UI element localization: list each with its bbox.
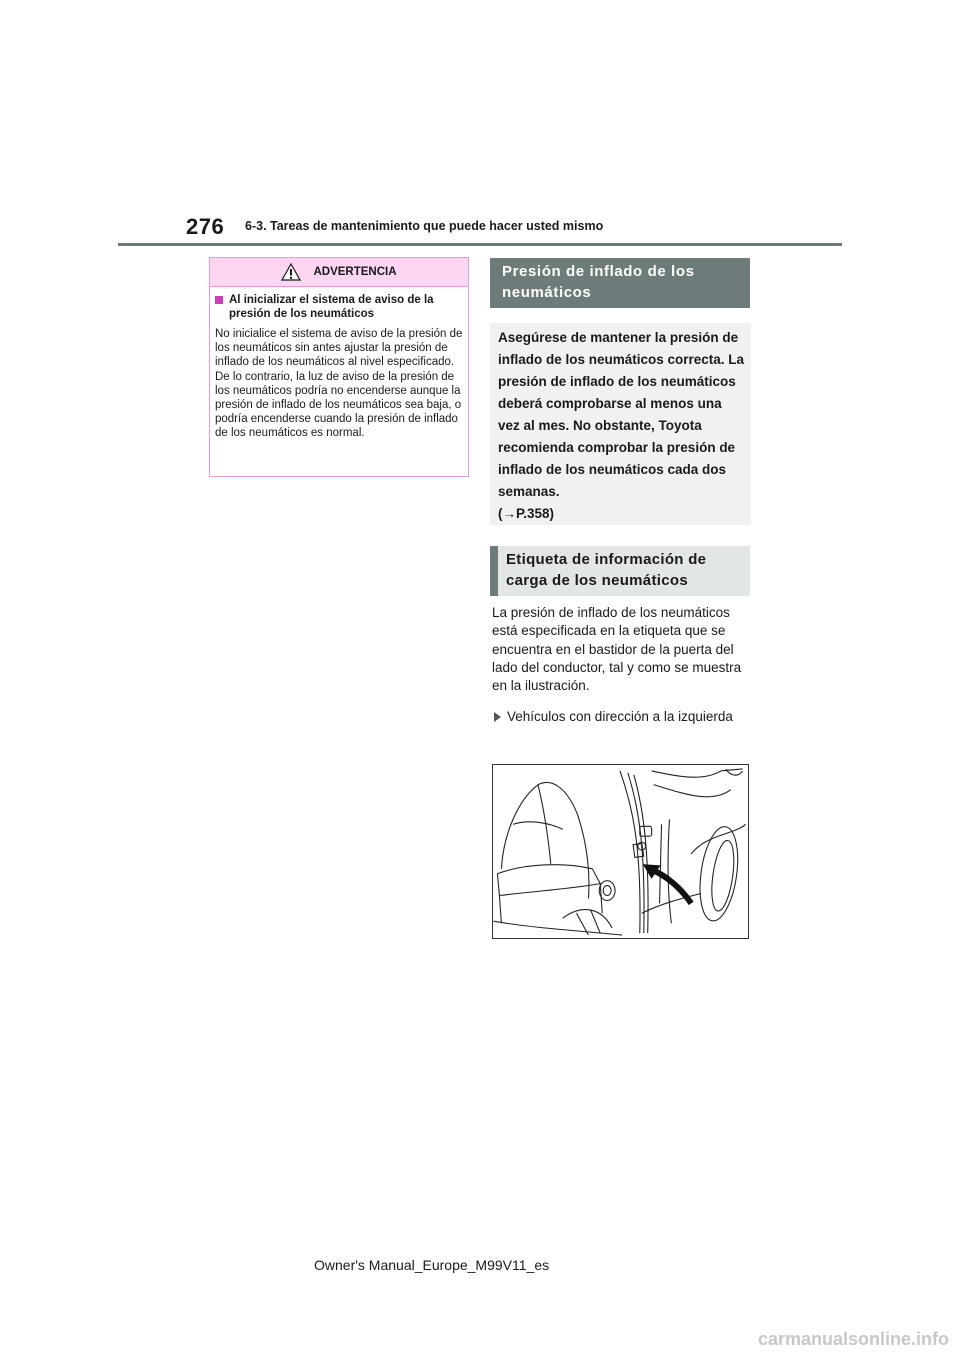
warning-subtitle: Al inicializar el sistema de aviso de la presión de los neumáticos <box>229 294 434 320</box>
warning-subtitle-row <box>215 293 464 321</box>
square-bullet-icon <box>215 296 223 304</box>
header-divider <box>118 243 842 246</box>
vehicle-type-item <box>494 706 734 728</box>
warning-text: No inicialice el sistema de aviso de la presión de los neumáticos sin antes ajustar la presión de inflado de los neumáticos al nivel especificado. De lo contrario, la luz de aviso de la presión de los neumáticos podría no encenderse aunque la presión de inflado de los neumáticos sea baja, o podría encenderse cuando la presión de inflado de los neumáticos es normal. <box>215 328 463 440</box>
warning-title: ADVERTENCIA <box>313 266 397 278</box>
manual-footer: Owner's Manual_Europe_M99V11_es <box>314 1257 550 1273</box>
warning-header <box>210 258 468 287</box>
intro-box <box>490 323 751 525</box>
vehicle-type-label: Vehículos con dirección a la izquierda <box>507 709 733 724</box>
door-frame-label-illustration-icon <box>493 765 748 938</box>
watermark: carmanualsonline.info <box>758 1329 950 1349</box>
section-title-tire-pressure: Presión de inflado de los neumáticos <box>490 258 750 308</box>
warning-box <box>209 257 469 477</box>
warning-triangle-icon <box>281 263 301 281</box>
page-number: 276 <box>186 214 225 239</box>
triangle-bullet-icon <box>494 712 501 722</box>
intro-text: Asegúrese de mantener la presión de inflado de los neumáticos correcta. La presión de inflado de los neumáticos deberá comprobarse al menos una vez al mes. No obstante, Toyota recomienda comprobar la presión de inflado de los neumáticos cada dos semanas. <box>498 330 745 499</box>
door-frame-illustration <box>492 764 749 939</box>
tire-label-description: La presión de inflado de los neumáticos está especificada en la etiqueta que se encuentra en el bastidor de la puerta del lado del conductor, tal y como se muestra en la ilustración. <box>492 605 742 694</box>
page-reference-link[interactable]: (→P.358) <box>498 506 555 521</box>
section-title-tire-label: Etiqueta de información de carga de los neumáticos <box>490 546 750 596</box>
section-header: 6-3. Tareas de mantenimiento que puede hacer usted mismo <box>245 219 604 233</box>
